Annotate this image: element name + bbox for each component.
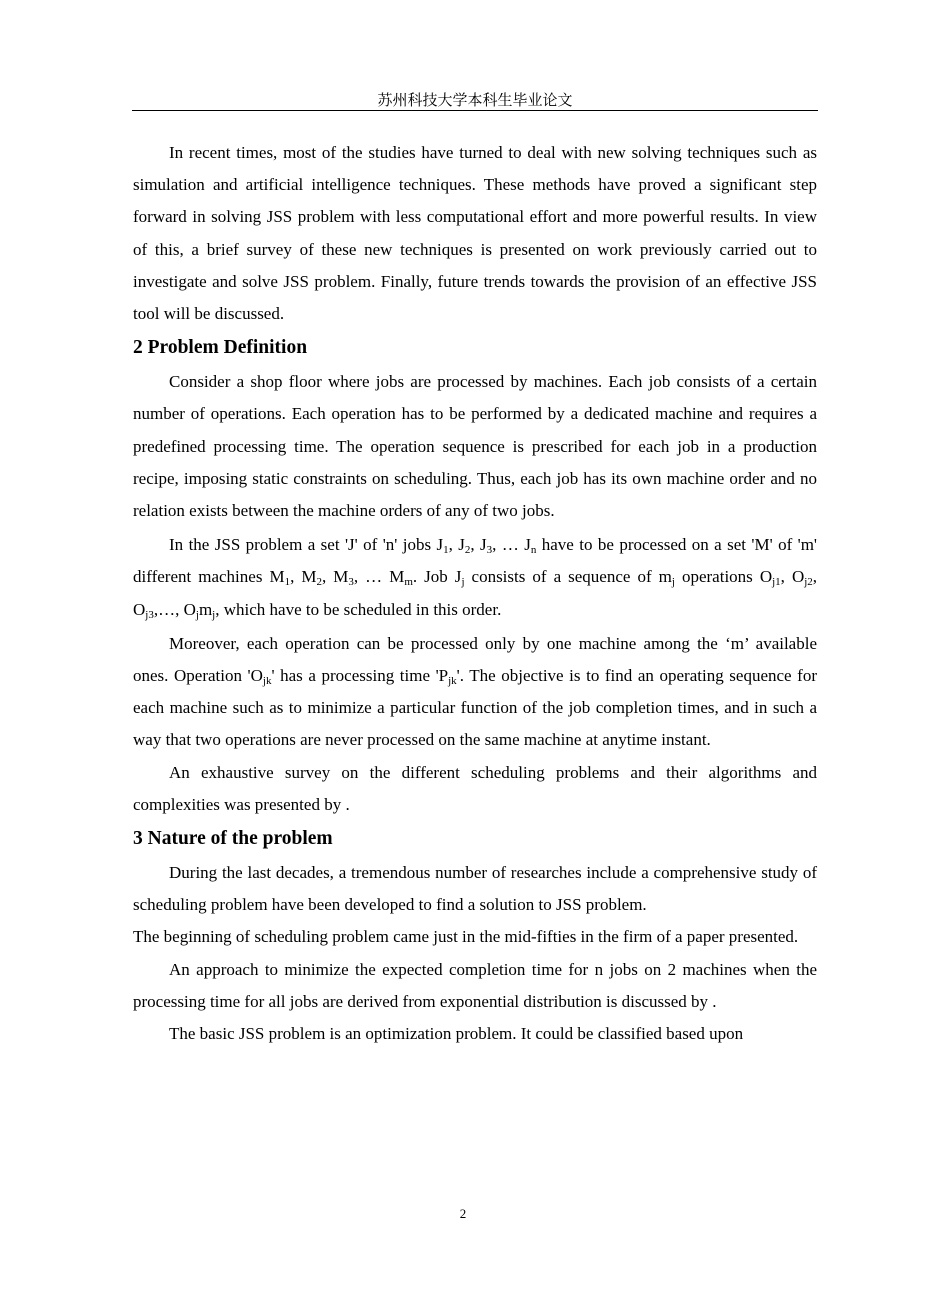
section-heading-nature-of-problem: 3 Nature of the problem bbox=[133, 828, 333, 850]
nature-paragraph-2: The beginning of scheduling problem came just in the mid-fifties in the firm of a paper presented. bbox=[133, 927, 799, 947]
intro-paragraph: In recent times, most of the studies have turned to deal with new solving techniques such as simulation and artificial intelligence techniques. These methods have proved a significant step forward in solving JSS problem with less computational effort and more powerful results. In view of this, a brief survey of these new techniques is presented on work previously carried out to investigate and solve JSS problem. Finally, future trends towards the provision of an effective JSS tool will be discussed. bbox=[133, 143, 817, 324]
section-heading-problem-definition: 2 Problem Definition bbox=[133, 337, 308, 359]
nature-paragraph-4: The basic JSS problem is an optimization problem. It could be classified based upon bbox=[169, 1024, 744, 1044]
problem-definition-paragraph-2: In the JSS problem a set 'J' of 'n' jobs $J_1$, $J_2$, $J_3$, … $J_n$ have to be processed on a set 'M' of 'm' different machines $M_1$, $M_2$, $M_3$, … $M_m$. Job $J_j$ consists of a sequence of $m_j$ operations $O_{j1}$, $O_{j2}$, $O_{j3},\dots$, $O_jm_j$, which have to be scheduled in this order. bbox=[133, 535, 818, 621]
running-header: 苏州科技大学本科生毕业论文 bbox=[377, 91, 573, 109]
page-content bbox=[133, 137, 817, 1050]
nature-paragraph-1: During the last decades, a tremendous number of researches include a comprehensive study of scheduling problem have been developed to find a solution to JSS problem. bbox=[133, 863, 817, 915]
problem-definition-paragraph-3: Moreover, each operation can be processed only by one machine among the ‘m’ available ones. Operation '$O_{jk}$' has a processing time '$P_{jk}$'. The objective is to find an operating sequence for each machine such as to minimize a particular function of the job completion times, and in such a way that two operations are never processed on the same machine at anytime instant. bbox=[133, 633, 817, 750]
page-number: 2 bbox=[459, 1206, 467, 1221]
problem-definition-paragraph-1: Consider a shop floor where jobs are processed by machines. Each job consists of a certain number of operations. Each operation has to be performed by a dedicated machine and requires a predefined processing time. The operation sequence is prescribed for each job in a production recipe, imposing static constraints on scheduling. Thus, each job has its own machine order and no relation exists between the machine orders of any of two jobs. bbox=[133, 372, 817, 521]
problem-definition-paragraph-4: An exhaustive survey on the different scheduling problems and their algorithms and complexities was presented by . bbox=[133, 762, 817, 814]
header-rule bbox=[132, 110, 818, 111]
nature-paragraph-3: An approach to minimize the expected completion time for n jobs on 2 machines when the processing time for all jobs are derived from exponential distribution is discussed by . bbox=[133, 959, 817, 1011]
